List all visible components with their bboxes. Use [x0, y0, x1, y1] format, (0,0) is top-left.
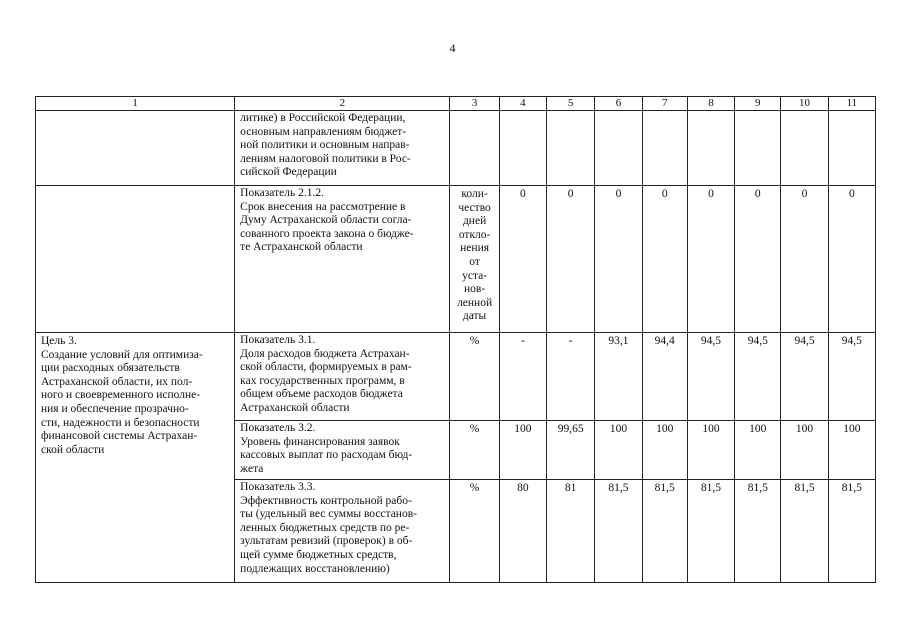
- header-cell: 4: [499, 97, 546, 111]
- value-cell: [687, 111, 734, 186]
- value-cell: 0: [499, 186, 546, 333]
- unit-line: откло-: [458, 228, 491, 241]
- value-cell: 94,5: [687, 333, 734, 421]
- value-cell: 0: [547, 186, 595, 333]
- unit-line: даты: [462, 310, 487, 323]
- indicators-table: [35, 96, 876, 583]
- indicator-text-cell: [235, 480, 450, 583]
- unit-line: от: [469, 255, 480, 268]
- table-row: [36, 111, 876, 186]
- goal-line: ции расходных обязательств: [41, 362, 180, 375]
- unit-line: чество: [458, 201, 491, 214]
- text-line: жета: [240, 462, 264, 475]
- value-cell: 94,5: [735, 333, 781, 421]
- unit-line: ленной: [457, 296, 493, 309]
- text-line: Показатель 2.1.2.: [240, 187, 324, 199]
- unit-line: коли-: [461, 188, 488, 200]
- header-cell: 7: [642, 97, 687, 111]
- value-cell: [595, 111, 642, 186]
- value-cell: 0: [642, 186, 687, 333]
- value-cell: [642, 111, 687, 186]
- value-cell: 100: [499, 421, 546, 480]
- unit-line: уста-: [462, 269, 488, 282]
- text-line: лениям налоговой политики в Рос-: [240, 152, 411, 165]
- text-line: Астраханской области: [240, 401, 350, 414]
- text-line: Показатель 3.3.: [240, 481, 316, 493]
- value-cell: 81: [547, 480, 595, 583]
- value-cell: 100: [828, 421, 875, 480]
- goal-line: ния и обеспечение прозрачно-: [41, 402, 189, 415]
- value-cell: 81,5: [781, 480, 828, 583]
- table-row: [36, 186, 876, 333]
- value-cell: 100: [595, 421, 642, 480]
- goal-line: Цель 3.: [41, 335, 77, 347]
- header-cell: 5: [547, 97, 595, 111]
- text-line: сийской Федерации: [240, 166, 337, 179]
- header-cell: 1: [36, 97, 235, 111]
- text-line: Эффективность контрольной рабо-: [240, 494, 412, 507]
- header-cell: 3: [450, 97, 499, 111]
- table-row: [36, 333, 876, 421]
- value-cell: -: [547, 333, 595, 421]
- text-line: сованного проекта закона о бюдже-: [240, 227, 414, 240]
- value-cell: 0: [781, 186, 828, 333]
- unit-line: дней: [462, 215, 487, 228]
- text-line: Думу Астраханской области согла-: [240, 214, 412, 227]
- value-cell: 81,5: [828, 480, 875, 583]
- indicator-text-cell: [235, 333, 450, 421]
- unit-cell: [450, 111, 499, 186]
- indicator-text-cell: [235, 421, 450, 480]
- unit-line: нов-: [464, 283, 486, 296]
- unit-cell: %: [450, 421, 499, 480]
- value-cell: [499, 111, 546, 186]
- text-line: зультатам ревизий (проверок) в об-: [240, 535, 413, 548]
- text-line: Уровень финансирования заявок: [240, 435, 400, 448]
- text-line: ленных бюджетных средств по ре-: [240, 521, 410, 534]
- value-cell: 0: [735, 186, 781, 333]
- text-line: ты (удельный вес суммы восстанов-: [240, 508, 417, 521]
- value-cell: 94,4: [642, 333, 687, 421]
- value-cell: 100: [781, 421, 828, 480]
- value-cell: 100: [642, 421, 687, 480]
- value-cell: 94,5: [828, 333, 875, 421]
- page-number: 4: [449, 41, 456, 55]
- text-line: Показатель 3.1.: [240, 334, 316, 346]
- value-cell: 0: [828, 186, 875, 333]
- unit-cell: %: [450, 480, 499, 583]
- value-cell: 99,65: [547, 421, 595, 480]
- value-cell: [547, 111, 595, 186]
- goal-line: Создание условий для оптимиза-: [41, 348, 203, 361]
- text-line: основным направлениям бюджет-: [240, 125, 407, 138]
- text-line: ской области, формируемых в рам-: [240, 361, 412, 374]
- value-cell: 81,5: [687, 480, 734, 583]
- text-line: Показатель 3.2.: [240, 422, 316, 434]
- text-line: те Астраханской области: [240, 241, 363, 254]
- goal-line: сти, надежности и безопасности: [41, 416, 200, 429]
- unit-cell: %: [450, 333, 499, 421]
- header-cell: 2: [235, 97, 450, 111]
- unit-line: нения: [460, 242, 490, 255]
- unit-cell: [450, 186, 499, 333]
- text-line: подлежащих восстановлению): [240, 562, 390, 575]
- text-line: кассовых выплат по расходам бюд-: [240, 449, 413, 462]
- value-cell: 0: [595, 186, 642, 333]
- header-cell: 10: [781, 97, 828, 111]
- header-cell: 11: [828, 97, 875, 111]
- value-cell: 100: [687, 421, 734, 480]
- header-cell: 9: [735, 97, 781, 111]
- text-line: литике) в Российской Федерации,: [240, 112, 406, 124]
- goal-line: Астраханской области, их пол-: [41, 375, 193, 388]
- text-line: щей сумме бюджетных средств,: [240, 548, 397, 561]
- value-cell: 100: [735, 421, 781, 480]
- value-cell: 80: [499, 480, 546, 583]
- value-cell: [735, 111, 781, 186]
- value-cell: 81,5: [735, 480, 781, 583]
- value-cell: -: [499, 333, 546, 421]
- text-line: общем объеме расходов бюджета: [240, 388, 403, 401]
- header-cell: 6: [595, 97, 642, 111]
- text-line: ной политики и основным направ-: [240, 139, 410, 152]
- goal-line: ного и своевременного исполне-: [41, 389, 201, 402]
- text-line: Срок внесения на рассмотрение в: [240, 200, 406, 213]
- header-row: [36, 97, 876, 111]
- value-cell: 0: [687, 186, 734, 333]
- text-line: Доля расходов бюджета Астрахан-: [240, 347, 410, 360]
- indicator-text-cell: [235, 186, 450, 333]
- value-cell: [781, 111, 828, 186]
- header-cell: 8: [687, 97, 734, 111]
- value-cell: 81,5: [595, 480, 642, 583]
- value-cell: 93,1: [595, 333, 642, 421]
- value-cell: 94,5: [781, 333, 828, 421]
- value-cell: [828, 111, 875, 186]
- text-line: ках государственных программ, в: [240, 374, 405, 387]
- value-cell: 81,5: [642, 480, 687, 583]
- goal-line: ской области: [41, 443, 105, 456]
- indicator-text-cell: [235, 111, 450, 186]
- goal-cell-empty: [36, 186, 235, 333]
- goal-line: финансовой системы Астрахан-: [41, 430, 198, 443]
- goal-cell: [36, 333, 235, 583]
- goal-cell-empty: [36, 111, 235, 186]
